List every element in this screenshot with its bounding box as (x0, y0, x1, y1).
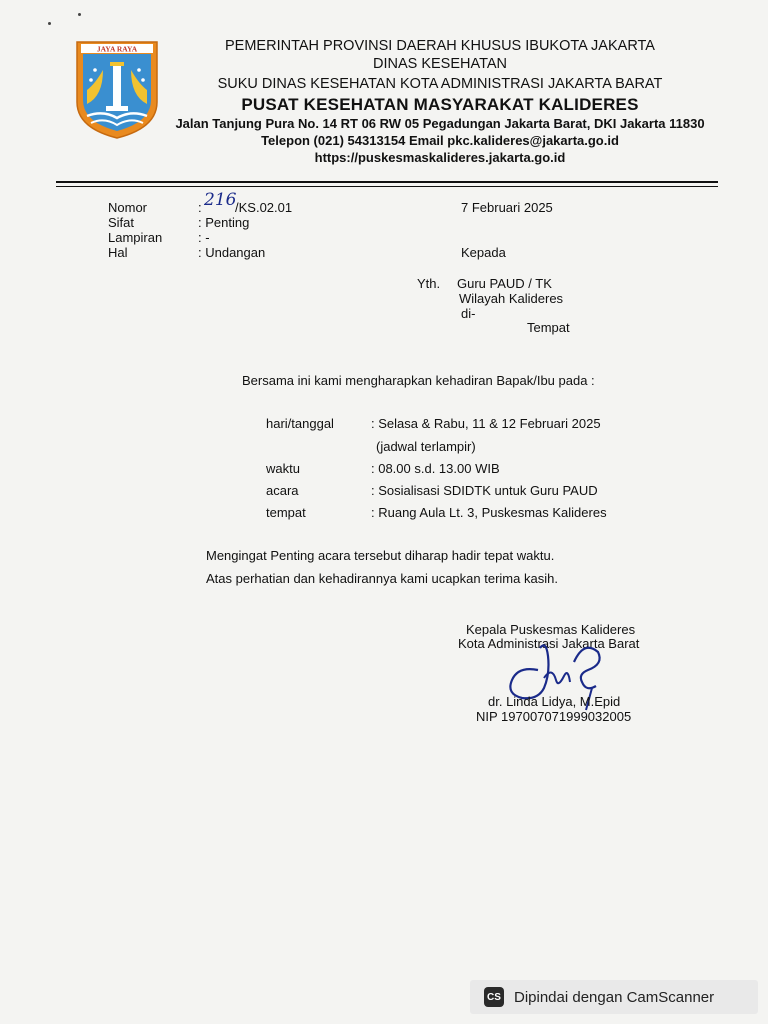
sifat-label: Sifat (108, 215, 135, 230)
closing-line-1: Mengingat Penting acara tersebut diharap hadir tepat waktu. (206, 548, 555, 563)
header-contact: Telepon (021) 54313154 Email pkc.kalideres@jakarta.go.id (261, 133, 619, 148)
lampiran-label: Lampiran (108, 230, 163, 245)
logo-text: JAYA RAYA (96, 44, 138, 54)
header-institution: PUSAT KESEHATAN MASYARAKAT KALIDERES (241, 95, 639, 114)
header-subdepartment: SUKU DINAS KESEHATAN KOTA ADMINISTRASI JAKARTA BARAT (217, 76, 663, 92)
header-divider-thin (56, 186, 718, 187)
nomor-prefix: : (198, 200, 202, 215)
camscanner-watermark (470, 980, 758, 1014)
detail-value-schedule: (jadwal terlampir) (376, 439, 476, 454)
hal-value: : Undangan (198, 245, 266, 260)
kepada-label: Kepada (461, 245, 506, 260)
recipient-tempat: Tempat (527, 320, 570, 335)
recipient-name: Guru PAUD / TK (457, 276, 552, 291)
lampiran-value: : - (198, 230, 210, 245)
detail-value-time: : 08.00 s.d. 13.00 WIB (371, 461, 500, 476)
scan-speck (78, 13, 81, 16)
header-address: Jalan Tanjung Pura No. 14 RT 06 RW 05 Pegadungan Jakarta Barat, DKI Jakarta 11830 (175, 116, 705, 131)
body-intro: Bersama ini kami mengharapkan kehadiran Bapak/Ibu pada : (242, 373, 595, 388)
signatory-nip: NIP 197007071999032005 (476, 709, 632, 724)
yth-label: Yth. (417, 276, 441, 291)
detail-value-date: : Selasa & Rabu, 11 & 12 Februari 2025 (371, 416, 601, 431)
header-divider-thick (56, 181, 718, 183)
scan-speck (48, 22, 51, 25)
sifat-value: : Penting (198, 215, 250, 230)
recipient-di: di- (461, 306, 476, 321)
letter-date: 7 Februari 2025 (461, 200, 553, 215)
signatory-title: Kepala Puskesmas Kalideres (466, 622, 636, 637)
nomor-handwritten: 216 (204, 190, 237, 210)
detail-label-date: hari/tanggal (266, 416, 334, 431)
header-government: PEMERINTAH PROVINSI DAERAH KHUSUS IBUKOTA JAKARTA (225, 38, 655, 54)
camscanner-text: Dipindai dengan CamScanner (514, 988, 715, 1006)
signatory-name: dr. Linda Lidya, M.Epid (488, 694, 621, 709)
detail-label-time: waktu (266, 461, 300, 476)
detail-value-venue: : Ruang Aula Lt. 3, Puskesmas Kalideres (371, 505, 607, 520)
header-department: DINAS KESEHATAN (372, 56, 508, 72)
camscanner-icon: CS (484, 987, 504, 1007)
signatory-office: Kota Administrasi Jakarta Barat (458, 636, 640, 651)
nomor-value: /KS.02.01 (235, 200, 293, 215)
detail-label-venue: tempat (266, 505, 306, 520)
recipient-area: Wilayah Kalideres (459, 291, 564, 306)
nomor-label: Nomor (108, 200, 148, 215)
header-website: https://puskesmaskalideres.jakarta.go.id (314, 150, 566, 165)
detail-label-event: acara (266, 483, 299, 498)
detail-value-event: : Sosialisasi SDIDTK untuk Guru PAUD (371, 483, 598, 498)
jakarta-logo (73, 40, 161, 140)
hal-label: Hal (108, 245, 128, 260)
closing-line-2: Atas perhatian dan kehadirannya kami ucapkan terima kasih. (206, 571, 558, 586)
